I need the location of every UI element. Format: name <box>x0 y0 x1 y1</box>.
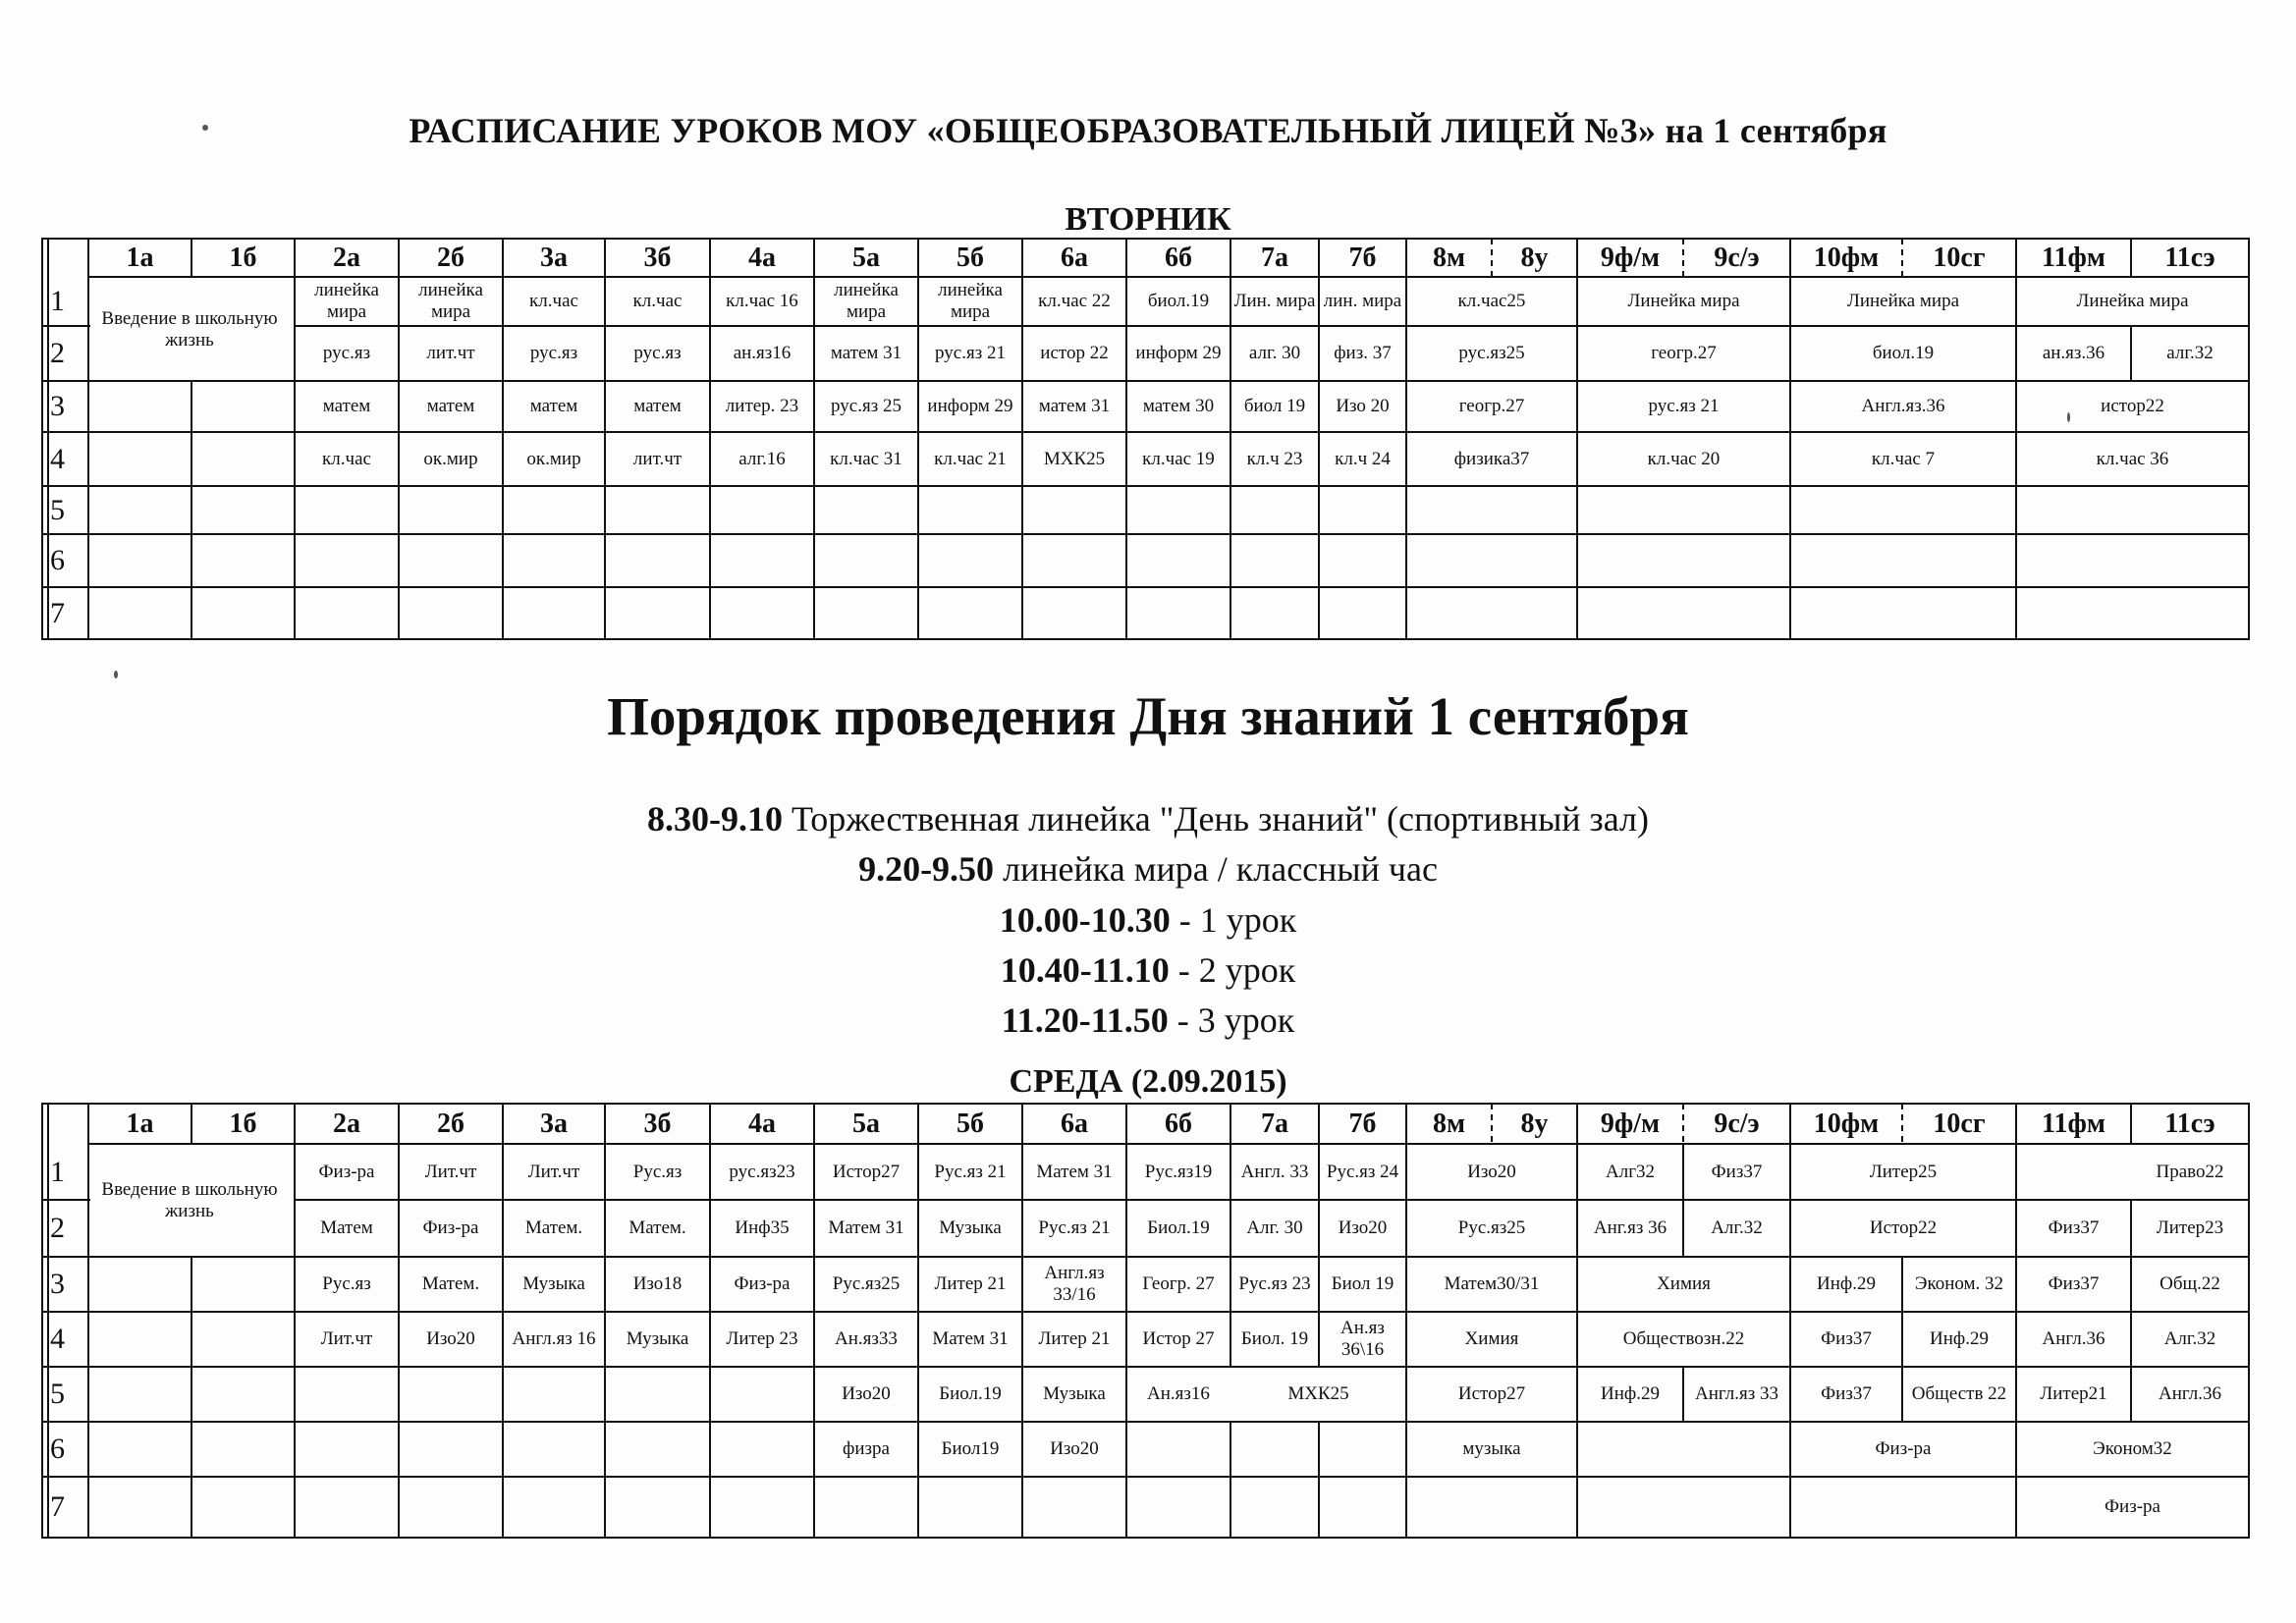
schedule-cell: матем 31 <box>1038 396 1111 416</box>
schedule-cell: Ан.яз 36\16 <box>1340 1318 1385 1360</box>
schedule-cell: Литер 21 <box>1038 1328 1111 1349</box>
schedule-cell: Изо20 <box>1338 1217 1388 1238</box>
column-header: 2б <box>437 242 465 273</box>
column-header: 10фм <box>1813 242 1880 273</box>
column-header: 2а <box>333 1108 360 1139</box>
column-header: 9с/э <box>1714 1108 1760 1139</box>
schedule-cell: кл.час 7 <box>1871 448 1936 469</box>
schedule-cell: физика37 <box>1453 448 1530 469</box>
schedule-cell: кл.час 19 <box>1142 448 1215 469</box>
column-header: 5а <box>852 242 880 273</box>
column-header: 11фм <box>2042 1108 2105 1139</box>
schedule-cell: Обществозн.22 <box>1622 1328 1745 1349</box>
schedule-cell: Литер 21 <box>934 1273 1007 1294</box>
schedule-cell: Литер21 <box>2040 1383 2107 1404</box>
column-header: 1а <box>126 1108 154 1139</box>
schedule-cell: лит.чт <box>632 448 683 469</box>
schedule-text-1: Торжественная линейка "День знаний" (спортивный зал) <box>782 799 1650 839</box>
schedule-cell: Матем30/31 <box>1444 1273 1540 1294</box>
column-header: 2а <box>333 242 360 273</box>
schedule-cell: Англ.яз 33 <box>1695 1383 1778 1404</box>
schedule-text-2: линейка мира / классный час <box>994 849 1438 889</box>
row-number: 7 <box>50 1490 65 1523</box>
schedule-cell: Физ37 <box>2048 1217 2100 1238</box>
schedule-cell: Изо20 <box>1050 1438 1099 1459</box>
column-header: 11фм <box>2042 242 2105 273</box>
schedule-cell: кл.час 36 <box>2096 448 2169 469</box>
schedule-cell: лит.чт <box>426 343 475 363</box>
schedule-cell: геогр.27 <box>1458 396 1525 416</box>
schedule-cell: рус.яз25 <box>1458 343 1525 363</box>
schedule-cell: Матем. <box>524 1217 583 1238</box>
schedule-cell: Общ.22 <box>2159 1273 2220 1294</box>
column-header: 6а <box>1061 242 1088 273</box>
schedule-cell: истор 22 <box>1040 343 1109 363</box>
schedule-cell: матем 30 <box>1142 396 1215 416</box>
schedule-cell: Химия <box>1657 1273 1711 1294</box>
schedule-text-4: - 2 урок <box>1169 950 1296 990</box>
schedule-text-5: - 3 урок <box>1168 1001 1295 1040</box>
schedule-cell: физ. 37 <box>1334 343 1392 363</box>
schedule-cell: Литер 23 <box>726 1328 798 1349</box>
column-header: 11сэ <box>2164 242 2215 273</box>
page-title: РАСПИСАНИЕ УРОКОВ МОУ «ОБЩЕОБРАЗОВАТЕЛЬНЫЙ ЛИЦЕЙ №3» на 1 сентября <box>409 111 1887 150</box>
column-header: 11сэ <box>2164 1108 2215 1139</box>
tuesday-title: ВТОРНИК <box>1065 201 1231 238</box>
schedule-time-3: 10.00-10.30 <box>999 900 1171 940</box>
schedule-cell: Биол 19 <box>1331 1273 1394 1294</box>
schedule-cell: лин. мира <box>1323 291 1402 311</box>
schedule-cell: Физ37 <box>1711 1161 1763 1182</box>
schedule-cell: Матем. <box>629 1217 686 1238</box>
column-header: 1а <box>126 242 154 273</box>
schedule-cell: алг.16 <box>738 448 786 469</box>
schedule-cell: линейка мира <box>314 280 379 322</box>
column-header: 3а <box>540 1108 568 1139</box>
column-header: 8у <box>1520 242 1549 273</box>
schedule-cell: геогр.27 <box>1651 343 1717 363</box>
column-header: 3б <box>643 1108 672 1139</box>
schedule-cell: Линейка мира <box>1846 291 1960 311</box>
row-number: 4 <box>50 442 65 475</box>
schedule-cell: Биол19 <box>941 1438 1000 1459</box>
schedule-cell: Рус.яз25 <box>1457 1217 1526 1238</box>
schedule-cell: рус.яз <box>322 343 371 363</box>
schedule-cell: матем 31 <box>830 343 902 363</box>
schedule-cell: рус.яз 21 <box>935 343 1006 363</box>
schedule-cell: Лит.чт <box>527 1161 580 1182</box>
schedule-cell: матем <box>529 396 578 416</box>
schedule-cell: Матем 31 <box>932 1328 1009 1349</box>
schedule-cell: ан.яз.36 <box>2042 343 2105 363</box>
schedule-cell: Физ37 <box>1821 1328 1872 1349</box>
schedule-cell: кл.час <box>322 448 371 469</box>
schedule-cell: Истор27 <box>1457 1383 1526 1404</box>
column-header: 8у <box>1520 1108 1549 1139</box>
schedule-cell: Рус.яз19 <box>1144 1161 1213 1182</box>
schedule-cell: Обществ 22 <box>1911 1383 2007 1404</box>
schedule-cell: Матем 31 <box>828 1217 904 1238</box>
row-number: 5 <box>50 1378 65 1410</box>
schedule-cell: Англ.36 <box>2159 1383 2221 1404</box>
column-header: 8м <box>1432 242 1466 273</box>
schedule-cell: Рус.яз 21 <box>1038 1217 1111 1238</box>
schedule-cell: биол.19 <box>1147 291 1210 311</box>
schedule-cell: Физ-ра <box>734 1273 791 1294</box>
scan-speck <box>202 125 208 131</box>
schedule-cell: Инф.29 <box>1930 1328 1989 1349</box>
schedule-cell: Матем 31 <box>1036 1161 1113 1182</box>
schedule-cell: Ан.яз33 <box>835 1328 898 1349</box>
column-header: 2б <box>437 1108 465 1139</box>
scan-speck <box>2067 412 2070 422</box>
schedule-cell: Лит.чт <box>424 1161 477 1182</box>
schedule-cell: алг. 30 <box>1248 343 1301 363</box>
column-header: 10фм <box>1813 1108 1880 1139</box>
schedule-cell: Литер25 <box>1869 1161 1938 1182</box>
schedule-cell: Рус.яз <box>322 1273 371 1294</box>
schedule-cell: кл.час <box>632 291 683 311</box>
schedule-cell: Англ.яз 16 <box>512 1328 596 1349</box>
schedule-cell: Анг.яз 36 <box>1593 1217 1667 1238</box>
column-header: 6б <box>1165 1108 1192 1139</box>
schedule-cell: Изо20 <box>1467 1161 1516 1182</box>
schedule-cell: матем <box>322 396 371 416</box>
schedule-cell: линейка мира <box>418 280 483 322</box>
schedule-cell: Лит.чт <box>320 1328 373 1349</box>
column-header: 9с/э <box>1714 242 1760 273</box>
schedule-cell: рус.яз <box>529 343 578 363</box>
column-header: 4а <box>748 242 776 273</box>
schedule-cell: Физ37 <box>1821 1383 1872 1404</box>
schedule-time-5: 11.20-11.50 <box>1001 1001 1169 1040</box>
column-header: 7а <box>1261 1108 1288 1139</box>
column-header: 5б <box>957 242 984 273</box>
schedule-cell: Рус.яз25 <box>832 1273 901 1294</box>
column-header: 7б <box>1348 1108 1377 1139</box>
schedule-cell: Литер23 <box>2156 1217 2224 1238</box>
schedule-cell: Рус.яз 23 <box>1238 1273 1311 1294</box>
schedule-cell: кл.час25 <box>1457 291 1526 311</box>
schedule-cell: Физ-ра <box>318 1161 375 1182</box>
schedule-cell: кл.ч 23 <box>1246 448 1303 469</box>
schedule-cell: кл.час 20 <box>1647 448 1721 469</box>
schedule-cell: кл.час 21 <box>934 448 1007 469</box>
schedule-cell: Рус.яз 24 <box>1326 1161 1399 1182</box>
schedule-cell: Инф.29 <box>1817 1273 1876 1294</box>
schedule-cell: Право22 <box>2156 1161 2224 1182</box>
schedule-cell: Физ-ра <box>1875 1438 1932 1459</box>
schedule-cell: Физ37 <box>2048 1273 2100 1294</box>
schedule-cell: информ 29 <box>1135 343 1222 363</box>
schedule-cell: Музыка <box>626 1328 689 1349</box>
schedule-cell: Физ-ра <box>422 1217 479 1238</box>
schedule-time-2: 9.20-9.50 <box>858 849 995 889</box>
schedule-cell: Изо20 <box>842 1383 891 1404</box>
schedule-cell: Англ.яз.36 <box>1861 396 1945 416</box>
schedule-cell: алг.32 <box>2166 343 2214 363</box>
column-header: 9ф/м <box>1600 242 1661 273</box>
schedule-cell: матем <box>426 396 475 416</box>
schedule-cell: Инф35 <box>735 1217 790 1238</box>
schedule-cell: Матем. <box>421 1273 480 1294</box>
schedule-cell: Ан.яз16 <box>1147 1383 1210 1404</box>
scan-speck <box>114 671 118 678</box>
schedule-cell: МХК25 <box>1043 448 1106 469</box>
schedule-cell: кл.час 31 <box>830 448 902 469</box>
row-number: 7 <box>50 596 65 629</box>
row-number: 3 <box>50 1268 65 1300</box>
wednesday-title: СРЕДА (2.09.2015) <box>1009 1063 1287 1100</box>
schedule-cell: Алг.32 <box>1711 1217 1763 1238</box>
schedule-cell: Физ-ра <box>2105 1496 2160 1517</box>
column-header: 1б <box>229 1108 257 1139</box>
schedule-cell: биол.19 <box>1872 343 1935 363</box>
schedule-cell: Биол.19 <box>1147 1217 1210 1238</box>
column-header: 6б <box>1165 242 1192 273</box>
column-header: 4а <box>748 1108 776 1139</box>
schedule-time-1: 8.30-9.10 <box>646 799 783 839</box>
schedule-cell: кл.час 16 <box>726 291 798 311</box>
schedule-cell: ок.мир <box>423 448 478 469</box>
schedule-cell: рус.яз23 <box>729 1161 795 1182</box>
column-header: 9ф/м <box>1600 1108 1661 1139</box>
schedule-cell: физра <box>843 1438 890 1459</box>
schedule-cell: Линейка мира <box>1627 291 1740 311</box>
row-number: 1 <box>50 1155 65 1188</box>
column-header: 10сг <box>1933 1108 1986 1139</box>
row-number: 2 <box>50 337 65 369</box>
schedule-cell: Англ.яз 33/16 <box>1044 1263 1105 1305</box>
schedule-cell: МХК25 <box>1287 1383 1349 1404</box>
schedule-cell: литер. 23 <box>725 396 799 416</box>
schedule-text-3: - 1 урок <box>1170 900 1297 940</box>
column-header: 1б <box>229 242 257 273</box>
schedule-cell: Истор27 <box>832 1161 901 1182</box>
schedule-cell: кл.час <box>529 291 578 311</box>
schedule-cell: линейка мира <box>834 280 899 322</box>
schedule-cell: линейка мира <box>938 280 1003 322</box>
row-number: 6 <box>50 544 65 576</box>
schedule-cell: биол 19 <box>1243 396 1306 416</box>
column-header: 7б <box>1348 242 1377 273</box>
schedule-cell: Изо18 <box>632 1273 683 1294</box>
row-number: 6 <box>50 1433 65 1465</box>
wed-intro-cell: Введение в школьную жизнь <box>101 1179 278 1221</box>
schedule-cell: Линейка мира <box>2076 291 2189 311</box>
column-header: 3б <box>643 242 672 273</box>
column-header: 8м <box>1432 1108 1466 1139</box>
schedule-cell: Англ.36 <box>2042 1328 2105 1349</box>
schedule-cell: Матем <box>320 1217 373 1238</box>
schedule-cell: Алг32 <box>1606 1161 1655 1182</box>
schedule-cell: Биол.19 <box>939 1383 1002 1404</box>
column-header: 5а <box>852 1108 880 1139</box>
schedule-cell: Геогр. 27 <box>1142 1273 1215 1294</box>
column-header: 10сг <box>1933 242 1986 273</box>
schedule-cell: Биол. 19 <box>1240 1328 1309 1349</box>
schedule-cell: рус.яз 25 <box>831 396 902 416</box>
schedule-cell: ан.яз16 <box>733 343 792 363</box>
schedule-cell: Инф.29 <box>1601 1383 1660 1404</box>
schedule-cell: матем <box>633 396 682 416</box>
schedule-cell: информ 29 <box>927 396 1013 416</box>
schedule-time-4: 10.40-11.10 <box>1000 950 1170 990</box>
column-header: 6а <box>1061 1108 1088 1139</box>
schedule-cell: Химия <box>1464 1328 1519 1349</box>
schedule-cell: Изо 20 <box>1336 396 1390 416</box>
row-number: 2 <box>50 1212 65 1244</box>
tue-intro-cell: Введение в школьную жизнь <box>101 308 278 351</box>
schedule-cell: Изо20 <box>426 1328 475 1349</box>
schedule-cell: истор22 <box>2101 396 2164 416</box>
schedule-cell: рус.яз <box>633 343 682 363</box>
schedule-cell: Музыка <box>1043 1383 1106 1404</box>
row-number: 3 <box>50 390 65 422</box>
row-number: 1 <box>50 285 65 317</box>
row-number: 5 <box>50 493 65 526</box>
schedule-cell: Рус.яз 21 <box>934 1161 1007 1182</box>
schedule-cell: Алг.32 <box>2163 1328 2216 1349</box>
schedule-cell: Рус.яз <box>632 1161 683 1182</box>
row-number: 4 <box>50 1323 65 1355</box>
column-header: 7а <box>1261 242 1288 273</box>
schedule-cell: рус.яз 21 <box>1648 396 1720 416</box>
schedule-cell: Эконом32 <box>2093 1438 2172 1459</box>
schedule-cell: Англ. 33 <box>1240 1161 1309 1182</box>
schedule-cell: Эконом. 32 <box>1914 1273 2004 1294</box>
schedule-cell: ок.мир <box>526 448 581 469</box>
schedule-cell: кл.час 22 <box>1038 291 1111 311</box>
schedule-cell: Музыка <box>939 1217 1002 1238</box>
schedule-cell: Музыка <box>522 1273 585 1294</box>
column-header: 5б <box>957 1108 984 1139</box>
knowledge-day-title: Порядок проведения Дня знаний 1 сентября <box>607 686 1689 746</box>
schedule-cell: кл.ч 24 <box>1335 448 1391 469</box>
schedule-cell: музыка <box>1462 1438 1521 1459</box>
schedule-cell: Алг. 30 <box>1246 1217 1303 1238</box>
schedule-cell: Лин. мира <box>1233 291 1316 311</box>
schedule-cell: Истор 27 <box>1142 1328 1215 1349</box>
column-header: 3а <box>540 242 568 273</box>
schedule-cell: Истор22 <box>1869 1217 1938 1238</box>
